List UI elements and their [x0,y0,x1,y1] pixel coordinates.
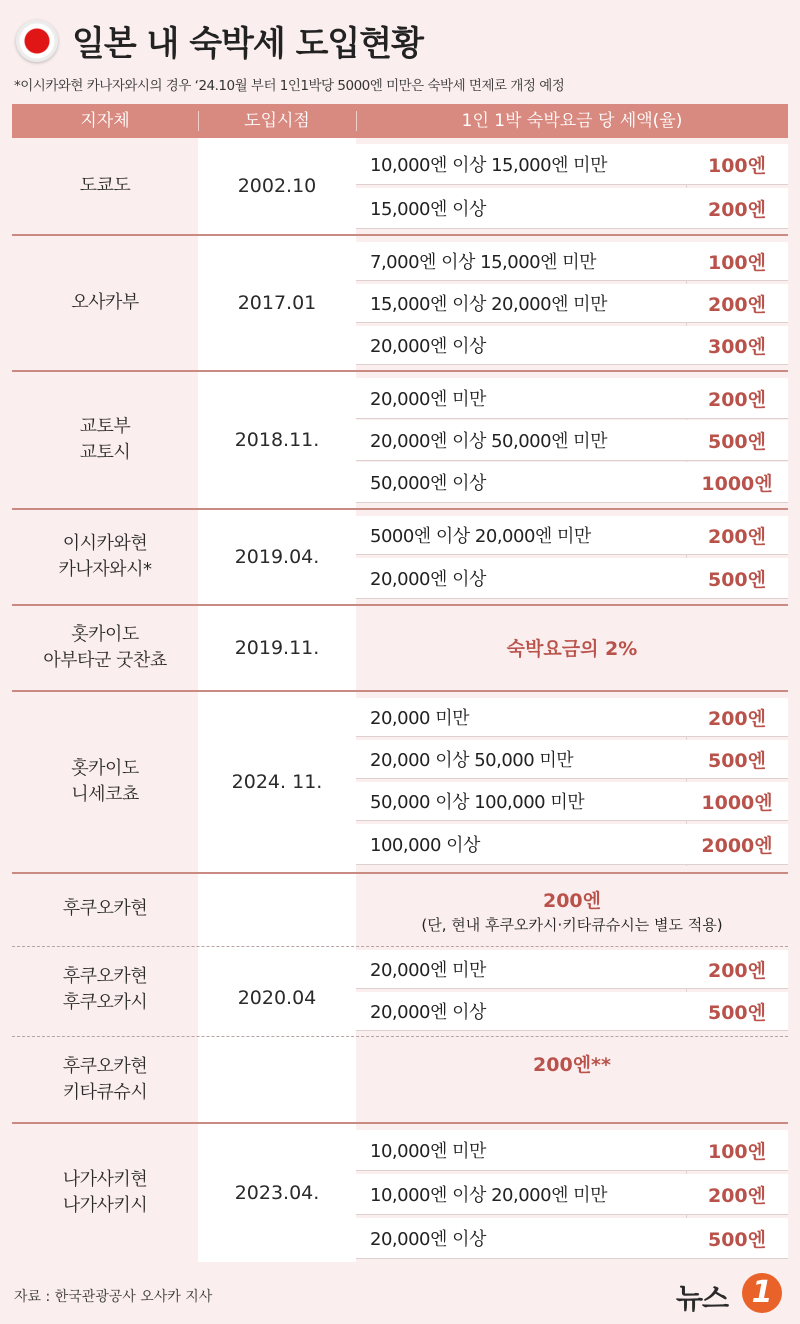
rate-tax: 500엔 [707,430,766,453]
region-cell: 오사카부 [71,292,139,313]
rate-tax: 100엔 [707,1140,766,1163]
region-cell: 후쿠오카현 키타큐슈시 [62,1056,148,1103]
rate-range: 5000엔 이상 20,000엔 미만 [370,526,591,547]
date-cell: 2020.04 [198,874,356,1122]
date-cell: 2018.11. [198,372,356,508]
table-row [12,874,788,1124]
flat-rate-note: (단, 현내 후쿠오카시·키타큐슈시는 별도 적용) [421,916,723,934]
group-divider [12,1036,788,1037]
table-row [12,692,788,874]
date-cell: 2023.04. [198,1124,356,1262]
date-cell: 2019.11. [198,606,356,690]
rate-range: 20,000엔 이상 50,000엔 미만 [370,431,607,452]
rate-tax: 200엔 [707,198,766,221]
rate-tier [356,420,788,461]
rate-tier [356,824,788,865]
rate-tier [356,1218,788,1259]
flat-rate: 200엔** [533,1054,611,1076]
rate-tier [356,950,788,989]
table-row [12,606,788,692]
rate-tax: 2000엔 [701,834,773,857]
rate-range: 7,000엔 이상 15,000엔 미만 [370,252,597,273]
logo-text: 뉴스 [676,1282,729,1315]
tax-table [12,138,788,1263]
region-cell: 후쿠오카현 [62,898,148,919]
rate-range: 10,000엔 이상 15,000엔 미만 [370,155,607,176]
rate-range: 20,000엔 이상 [370,1002,486,1023]
rate-range: 20,000엔 미만 [370,960,486,981]
flat-rate: 숙박요금의 2% [506,638,638,660]
rate-range: 10,000엔 이상 20,000엔 미만 [370,1185,607,1206]
rate-tier [356,992,788,1031]
column-header-date: 도입시점 [244,111,310,131]
table-row [12,138,788,236]
rate-tier [356,188,788,229]
table-row [12,372,788,510]
rate-tax: 500엔 [707,749,766,772]
rate-range: 20,000엔 이상 [370,336,486,357]
rate-tax: 200엔 [707,293,766,316]
rate-tax: 200엔 [707,959,766,982]
rate-range: 15,000엔 이상 [370,199,486,220]
rate-tax: 200엔 [707,1184,766,1207]
rate-tax: 200엔 [707,707,766,730]
rate-tier [356,558,788,599]
date-cell: 2017.01 [198,236,356,370]
region-cell: 후쿠오카현 후쿠오카시 [62,966,148,1013]
rate-range: 15,000엔 이상 20,000엔 미만 [370,294,607,315]
rate-tier [356,698,788,737]
column-header-rate: 1인 1박 숙박요금 당 세액(율) [461,111,683,131]
rate-range: 20,000엔 이상 [370,1229,486,1250]
rate-tax: 500엔 [707,1001,766,1024]
region-cell: 홋카이도 아부타군 굿찬쵸 [43,624,167,671]
rate-range: 10,000엔 미만 [370,1141,486,1162]
rate-tax: 500엔 [707,1228,766,1251]
rate-range: 50,000 이상 100,000 미만 [370,792,585,813]
table-row [12,510,788,606]
region-cell: 홋카이도 니세코쵸 [71,758,139,805]
table-row [12,236,788,372]
flat-rate: 200엔 [542,890,601,912]
rate-tax: 100엔 [707,154,766,177]
region-cell: 도쿄도 [79,175,131,196]
rate-tier [356,242,788,281]
date-cell: 2019.04. [198,510,356,604]
region-cell: 교토부 교토시 [79,416,131,463]
rate-tax: 100엔 [707,251,766,274]
column-header-region: 지자체 [80,111,130,131]
date-cell: 2024. 11. [198,692,356,872]
rate-tax: 1000엔 [701,791,773,814]
page-title: 일본 내 숙박세 도입현황 [72,24,423,64]
region-cell: 나가사키현 나가사키시 [62,1169,148,1216]
news1-logo [676,1273,786,1317]
rate-tier [356,462,788,503]
rate-tier [356,740,788,779]
rate-tier [356,144,788,185]
rate-range: 50,000엔 이상 [370,473,486,494]
rate-tier [356,284,788,323]
rate-tier [356,782,788,821]
rate-range: 20,000엔 미만 [370,389,486,410]
rate-tax: 1000엔 [701,472,773,495]
rate-tier [356,326,788,365]
japan-flag-icon [16,20,58,62]
rate-tier [356,516,788,555]
table-row [12,1124,788,1262]
rate-range: 100,000 이상 [370,835,480,856]
rate-tax: 500엔 [707,568,766,591]
header [0,0,800,110]
rate-tier [356,378,788,419]
rate-tax: 300엔 [707,335,766,358]
rate-tax: 200엔 [707,388,766,411]
source-credit: 자료 : 한국관광공사 오사카 지사 [14,1289,213,1305]
rate-range: 20,000엔 이상 [370,569,486,590]
rate-range: 20,000 이상 50,000 미만 [370,750,574,771]
rate-tier [356,1130,788,1171]
table-header [12,104,788,138]
rate-range: 20,000 미만 [370,708,469,729]
date-cell: 2002.10 [198,138,356,234]
logo-mark-icon: 1 [742,1273,782,1313]
rate-tier [356,1174,788,1215]
rate-tax: 200엔 [707,525,766,548]
footnote: *이시카와현 카나자와시의 경우 ‘24.10월 부터 1인1박당 5000엔 미만은 숙박세 면제로 개정 예정 [14,78,565,94]
region-cell: 이시카와현 카나자와시* [58,533,152,580]
